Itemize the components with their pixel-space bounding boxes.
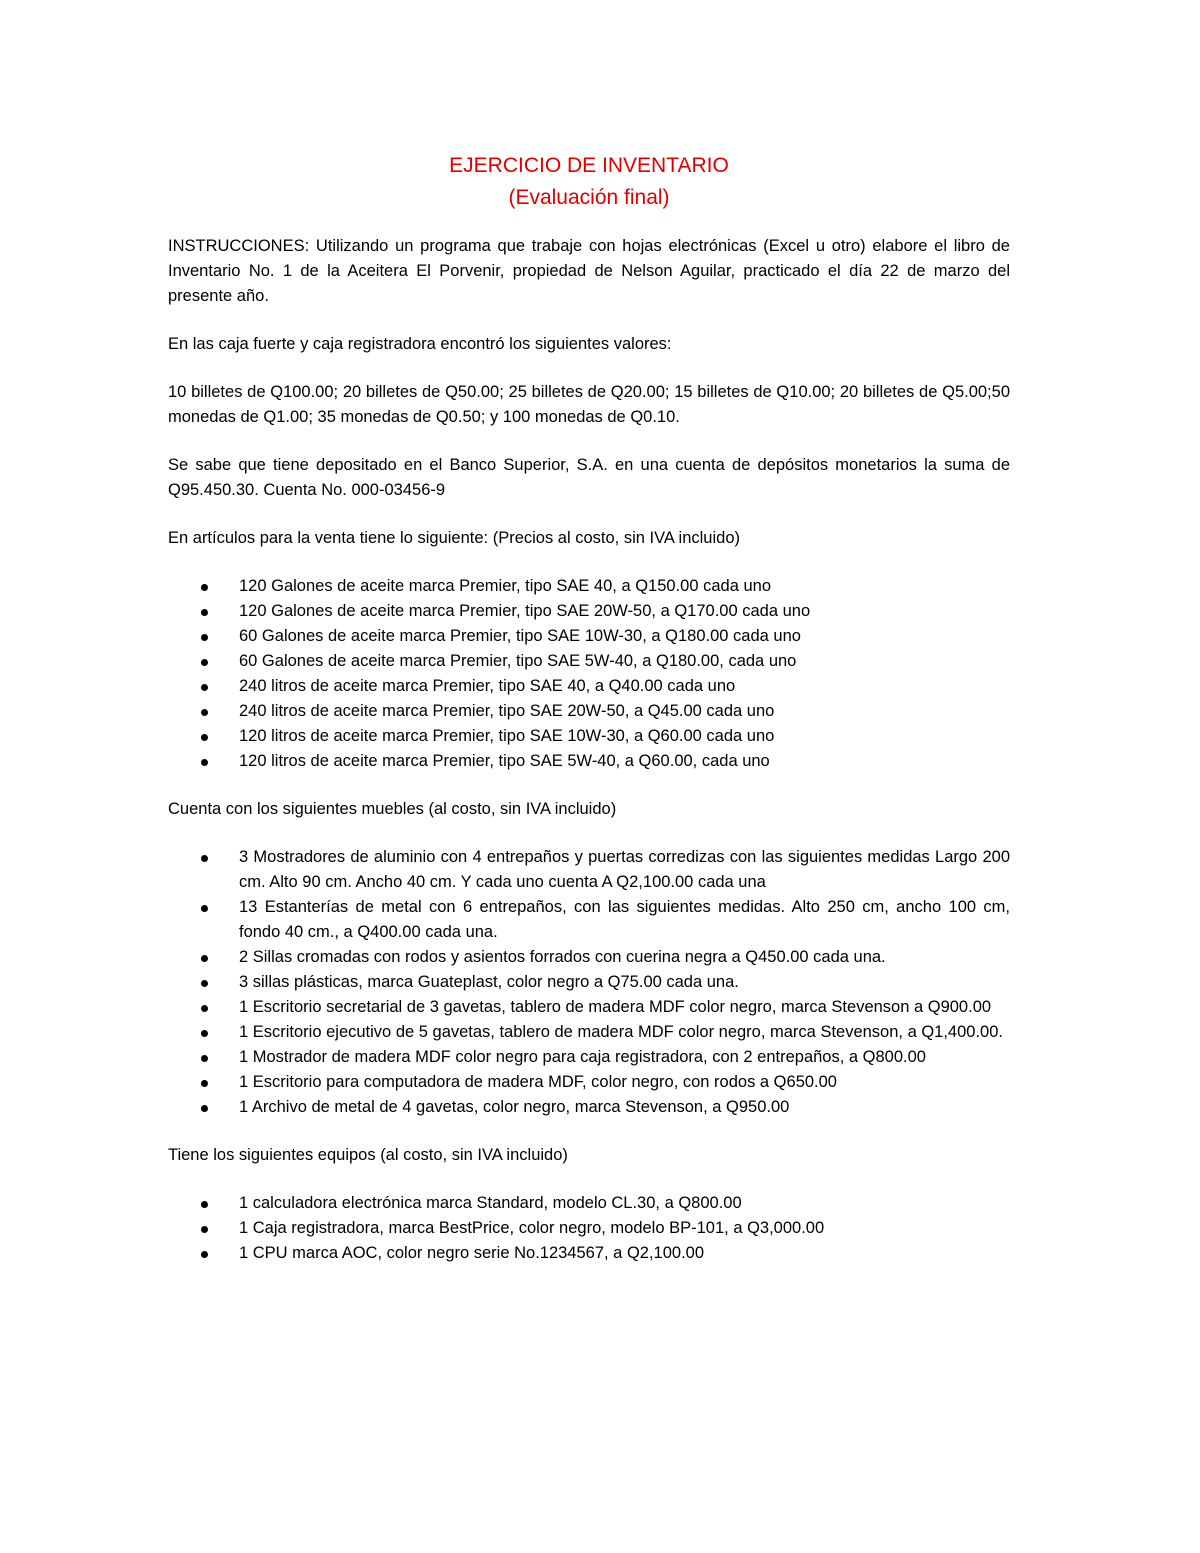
- bullet-icon: [201, 980, 208, 987]
- list-item: [168, 724, 1010, 749]
- list-item-text: 1 Caja registradora, marca BestPrice, color negro, modelo BP-101, a Q3,000.00: [239, 1219, 825, 1237]
- list-item-text: 60 Galones de aceite marca Premier, tipo SAE 10W-30, a Q180.00 cada uno: [239, 627, 801, 645]
- list-item: [168, 1216, 1010, 1241]
- list-item: [168, 574, 1010, 599]
- bullet-icon: [201, 709, 208, 716]
- list-item-text: 3 sillas plásticas, marca Guateplast, color negro a Q75.00 cada una.: [239, 973, 739, 991]
- list-item-text: 2 Sillas cromadas con rodos y asientos forrados con cuerina negra a Q450.00 cada una.: [239, 948, 886, 966]
- bullet-icon: [201, 1226, 208, 1233]
- list-item: [168, 970, 1010, 995]
- list-item-text: 120 Galones de aceite marca Premier, tipo SAE 40, a Q150.00 cada uno: [239, 577, 771, 595]
- document-page: [168, 150, 1010, 1289]
- list-item-text: 3 Mostradores de aluminio con 4 entrepaños y puertas corredizas con las siguientes medidas Largo 200 cm. Alto 90 cm. Ancho 40 cm. Y cada uno cuenta A Q2,100.00 cada una: [239, 848, 1010, 891]
- list-item: [168, 845, 1010, 895]
- list-item-text: 1 calculadora electrónica marca Standard, modelo CL.30, a Q800.00: [239, 1194, 742, 1212]
- list-item: [168, 599, 1010, 624]
- bullet-icon: [201, 734, 208, 741]
- list-item: [168, 624, 1010, 649]
- bullet-icon: [201, 659, 208, 666]
- cash-detail-paragraph: 10 billetes de Q100.00; 20 billetes de Q50.00; 25 billetes de Q20.00; 15 billetes de Q10.00; 20 billetes de Q5.00;50 monedas de Q1.00; 35 monedas de Q0.50; y 100 monedas de Q0.10.: [168, 383, 1010, 426]
- bullet-icon: [201, 1080, 208, 1087]
- furniture-intro-paragraph: Cuenta con los siguientes muebles (al costo, sin IVA incluido): [168, 800, 617, 818]
- bank-paragraph: Se sabe que tiene depositado en el Banco Superior, S.A. en una cuenta de depósitos monetarios la suma de Q95.450.30. Cuenta No. 000-03456-9: [168, 456, 1010, 499]
- bullet-icon: [201, 1201, 208, 1208]
- list-item-text: 13 Estanterías de metal con 6 entrepaños, con las siguientes medidas. Alto 250 cm, ancho 100 cm, fondo 40 cm., a Q400.00 cada una.: [239, 898, 1010, 941]
- bullet-icon: [201, 955, 208, 962]
- furniture-items-list: [168, 845, 1010, 1120]
- list-item-text: 1 CPU marca AOC, color negro serie No.1234567, a Q2,100.00: [239, 1244, 705, 1262]
- list-item-text: 60 Galones de aceite marca Premier, tipo SAE 5W-40, a Q180.00, cada uno: [239, 652, 797, 670]
- sale-intro-paragraph: En artículos para la venta tiene lo siguiente: (Precios al costo, sin IVA incluido): [168, 529, 740, 547]
- list-item-text: 1 Mostrador de madera MDF color negro para caja registradora, con 2 entrepaños, a Q800.00: [239, 1048, 926, 1066]
- list-item-text: 120 litros de aceite marca Premier, tipo SAE 10W-30, a Q60.00 cada uno: [239, 727, 775, 745]
- bullet-icon: [201, 855, 208, 862]
- equipment-intro-paragraph: Tiene los siguientes equipos (al costo, sin IVA incluido): [168, 1146, 568, 1164]
- list-item-text: 120 litros de aceite marca Premier, tipo SAE 5W-40, a Q60.00, cada uno: [239, 752, 770, 770]
- bullet-icon: [201, 634, 208, 641]
- instructions-paragraph: INSTRUCCIONES: Utilizando un programa que trabaje con hojas electrónicas (Excel u otro) elabore el libro de Inventario No. 1 de la Aceitera El Porvenir, propiedad de Nelson Aguilar, practicado el día 22 de marzo del presente año.: [168, 237, 1010, 305]
- list-item-text: 1 Archivo de metal de 4 gavetas, color negro, marca Stevenson, a Q950.00: [239, 1098, 790, 1116]
- list-item-text: 1 Escritorio ejecutivo de 5 gavetas, tablero de madera MDF color negro, marca Stevenson, a Q1,400.00.: [239, 1023, 1003, 1041]
- list-item: [168, 749, 1010, 774]
- list-item: [168, 1191, 1010, 1216]
- bullet-icon: [201, 584, 208, 591]
- list-item-text: 1 Escritorio secretarial de 3 gavetas, tablero de madera MDF color negro, marca Stevenson a Q900.00: [239, 998, 992, 1016]
- bullet-icon: [201, 1251, 208, 1258]
- list-item: [168, 649, 1010, 674]
- bullet-icon: [201, 609, 208, 616]
- list-item: [168, 1020, 1010, 1045]
- list-item: [168, 1241, 1010, 1266]
- bullet-icon: [201, 759, 208, 766]
- document-title: EJERCICIO DE INVENTARIO: [449, 154, 729, 177]
- bullet-icon: [201, 1055, 208, 1062]
- list-item: [168, 1070, 1010, 1095]
- bullet-icon: [201, 1030, 208, 1037]
- list-item: [168, 699, 1010, 724]
- list-item-text: 1 Escritorio para computadora de madera MDF, color negro, con rodos a Q650.00: [239, 1073, 837, 1091]
- list-item: [168, 995, 1010, 1020]
- cash-intro-paragraph: En las caja fuerte y caja registradora encontró los siguientes valores:: [168, 335, 672, 353]
- document-subtitle: (Evaluación final): [508, 186, 670, 209]
- list-item: [168, 674, 1010, 699]
- equipment-items-list: [168, 1191, 1010, 1266]
- list-item: [168, 895, 1010, 945]
- list-item: [168, 945, 1010, 970]
- bullet-icon: [201, 905, 208, 912]
- list-item: [168, 1095, 1010, 1120]
- list-item: [168, 1045, 1010, 1070]
- list-item-text: 120 Galones de aceite marca Premier, tipo SAE 20W-50, a Q170.00 cada uno: [239, 602, 811, 620]
- list-item-text: 240 litros de aceite marca Premier, tipo SAE 40, a Q40.00 cada uno: [239, 677, 736, 695]
- bullet-icon: [201, 684, 208, 691]
- list-item-text: 240 litros de aceite marca Premier, tipo SAE 20W-50, a Q45.00 cada uno: [239, 702, 775, 720]
- bullet-icon: [201, 1005, 208, 1012]
- sale-items-list: [168, 574, 1010, 774]
- bullet-icon: [201, 1105, 208, 1112]
